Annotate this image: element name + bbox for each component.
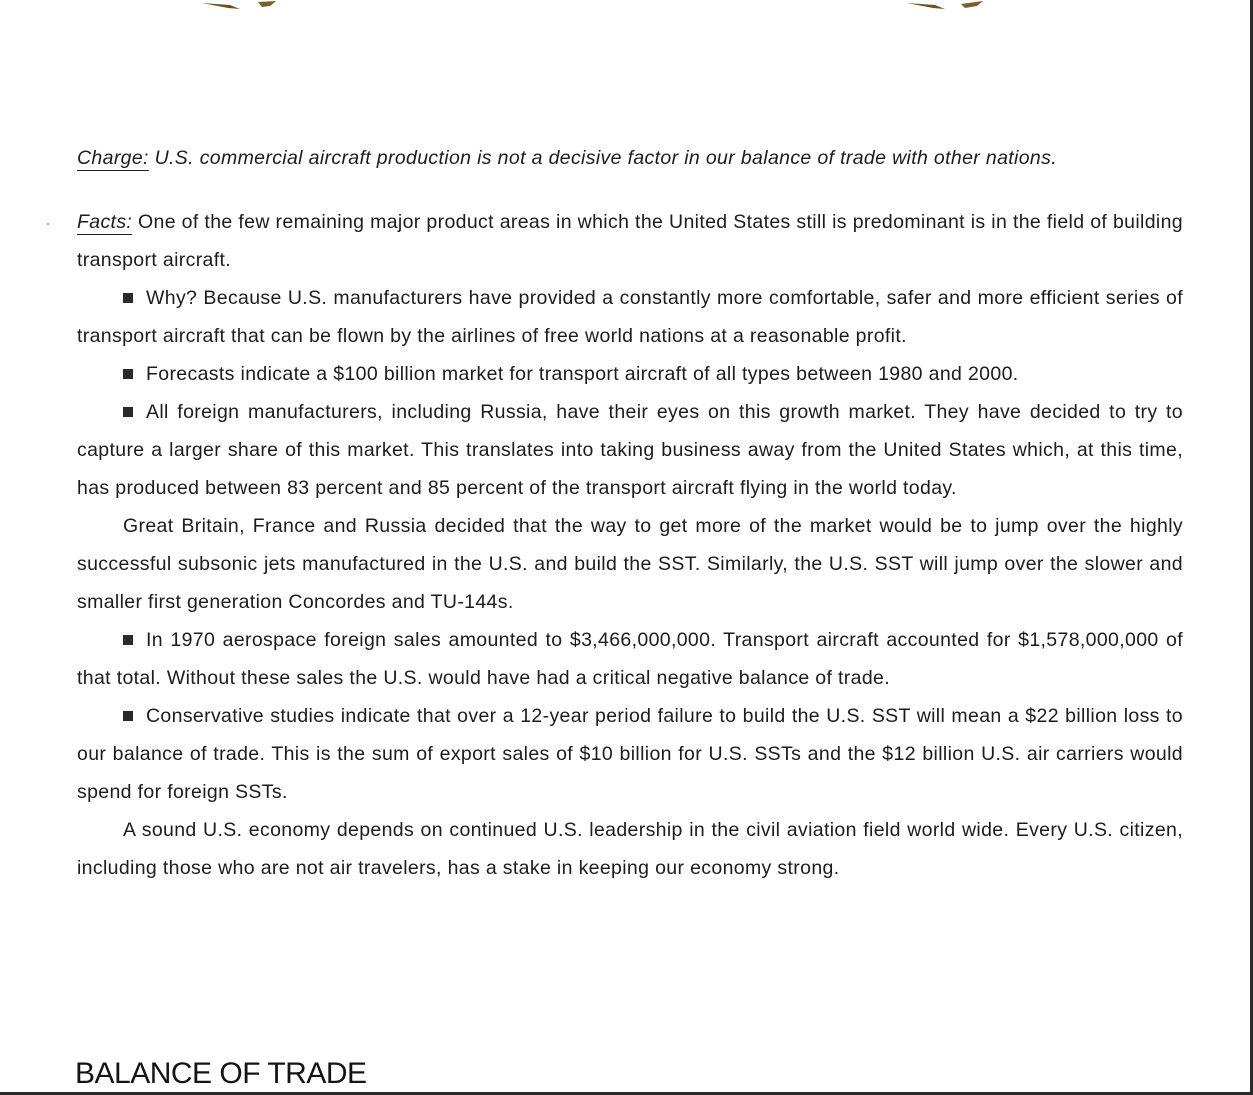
charge-label: Charge:	[77, 147, 149, 169]
paragraph-text: All foreign manufacturers, including Russia, have their eyes on this growth market. They have decided to try to capture a larger share of this market. This translates into taking business away from the United States which, at this time, has produced between 83 percent and 85 percent of the transport aircraft flying in the world today.	[77, 401, 1183, 499]
binder-clip-mark-left	[200, 0, 280, 14]
facts-paragraph-foreign-manufacturers	[77, 393, 1183, 507]
paragraph-text: In 1970 aerospace foreign sales amounted to $3,466,000,000. Transport aircraft accounted for $1,578,000,000 of that total. Without these sales the U.S. would have had a critical negative balance of trade.	[77, 629, 1183, 689]
bullet-icon	[123, 407, 133, 417]
charge-statement	[77, 143, 1183, 173]
facts-intro-paragraph	[77, 203, 1183, 279]
facts-paragraph-conservative-studies	[77, 697, 1183, 811]
facts-section	[77, 203, 1183, 887]
charge-text: U.S. commercial aircraft production is not a decisive factor in our balance of trade with other nations.	[148, 147, 1057, 169]
facts-label: Facts:	[77, 211, 133, 233]
bullet-icon	[123, 293, 133, 303]
bullet-icon	[123, 711, 133, 721]
binder-clip-mark-right	[905, 0, 985, 14]
facts-paragraph-forecasts	[77, 355, 1183, 393]
bullet-icon	[123, 635, 133, 645]
paragraph-text: Conservative studies indicate that over a 12-year period failure to build the U.S. SST will mean a $22 billion loss to our balance of trade. This is the sum of export sales of $10 billion for U.S. SSTs and the $12 billion U.S. air carriers would spend for foreign SSTs.	[77, 705, 1183, 803]
facts-paragraph-sound-economy	[77, 811, 1183, 887]
facts-paragraph-1970-sales	[77, 621, 1183, 697]
facts-paragraph-great-britain	[77, 507, 1183, 621]
facts-intro-text: One of the few remaining major product areas in which the United States still is predominant is in the field of building transport aircraft.	[77, 211, 1183, 271]
paragraph-text: A sound U.S. economy depends on continued U.S. leadership in the civil aviation field world wide. Every U.S. citizen, including those who are not air travelers, has a stake in keeping our economy strong.	[77, 819, 1183, 879]
paragraph-text: Great Britain, France and Russia decided that the way to get more of the market would be to jump over the highly successful subsonic jets manufactured in the U.S. and build the SST. Similarly, the U.S. SST will jump over the slower and smaller first generation Concordes and TU-144s.	[77, 515, 1183, 613]
bullet-icon	[123, 369, 133, 379]
facts-paragraph-why	[77, 279, 1183, 355]
paragraph-text: Why? Because U.S. manufacturers have provided a constantly more comfortable, safer and more efficient series of transport aircraft that can be flown by the airlines of free world nations at a reasonable profit.	[77, 287, 1183, 347]
scan-speck	[47, 223, 49, 225]
paragraph-text: Forecasts indicate a $100 billion market for transport aircraft of all types between 1980 and 2000.	[146, 363, 1019, 385]
section-title: BALANCE OF TRADE	[75, 1057, 367, 1090]
